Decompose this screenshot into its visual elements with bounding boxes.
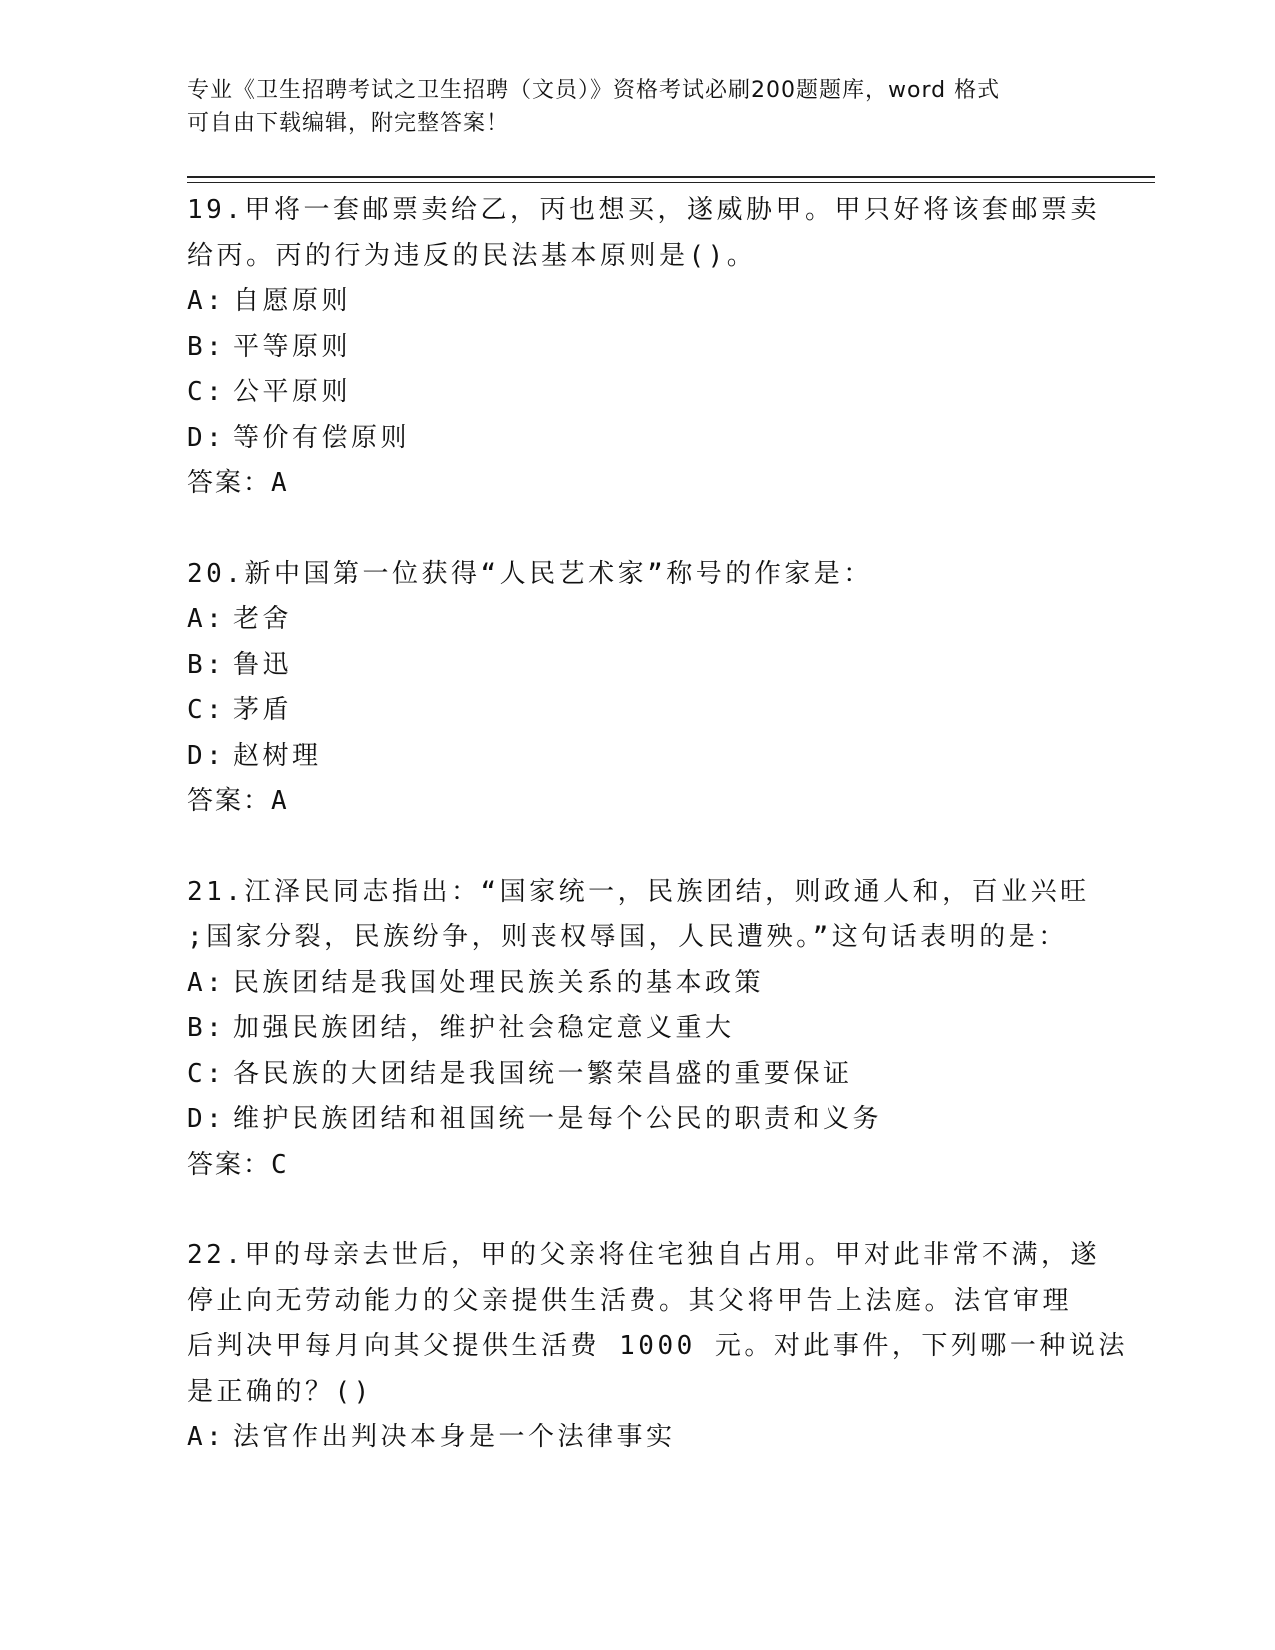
option-key: D: bbox=[187, 422, 226, 453]
option-key: B: bbox=[187, 649, 226, 680]
option-text: 法官作出判决本身是一个法律事实 bbox=[233, 1422, 676, 1452]
question-text-line: 给丙。丙的行为违反的民法基本原则是()。 bbox=[187, 240, 757, 271]
option-d bbox=[187, 1097, 1087, 1143]
option-key: B: bbox=[187, 1013, 226, 1043]
option-text: 等价有偿原则 bbox=[233, 422, 411, 453]
header-line-2: 可自由下载编辑，附完整答案！ bbox=[187, 111, 510, 136]
question-21 bbox=[187, 870, 1090, 1189]
answer-value: C bbox=[271, 1149, 291, 1180]
answer-value: A bbox=[271, 468, 291, 498]
question-text-line: 停止向无劳动能力的父亲提供生活费。其父将甲告上法庭。法官审理 bbox=[187, 1285, 1073, 1316]
option-c bbox=[187, 688, 1087, 734]
option-key: D: bbox=[187, 1104, 226, 1134]
option-text: 维护民族团结和祖国统一是每个公民的职责和义务 bbox=[233, 1104, 883, 1134]
option-a bbox=[187, 961, 1087, 1007]
option-d bbox=[187, 734, 1087, 780]
option-a bbox=[187, 279, 1087, 325]
option-a bbox=[187, 597, 1087, 643]
document-header bbox=[187, 74, 1067, 140]
option-key: C: bbox=[187, 1058, 226, 1089]
option-b bbox=[187, 325, 1087, 371]
option-text: 各民族的大团结是我国统一繁荣昌盛的重要保证 bbox=[233, 1058, 853, 1089]
option-text: 赵树理 bbox=[233, 740, 322, 771]
question-text-line: 后判决甲每月向其父提供生活费 1000 元。对此事件，下列哪一种说法 bbox=[187, 1331, 1128, 1361]
answer-label: 答案： bbox=[187, 786, 272, 816]
option-text: 茅盾 bbox=[233, 695, 293, 725]
question-list bbox=[187, 188, 1128, 1461]
question-text-line: 22.甲的母亲去世后，甲的父亲将住宅独自占用。甲对此非常不满，遂 bbox=[187, 1240, 1100, 1270]
answer-line bbox=[187, 1143, 1087, 1189]
answer-line bbox=[187, 779, 1087, 825]
option-c bbox=[187, 370, 1087, 416]
option-text: 老舍 bbox=[233, 604, 293, 634]
option-key: B: bbox=[187, 331, 226, 362]
option-text: 自愿原则 bbox=[233, 286, 352, 316]
question-22 bbox=[187, 1233, 1128, 1461]
option-key: C: bbox=[187, 695, 226, 725]
question-text-line: 是正确的？() bbox=[187, 1376, 373, 1407]
question-text-line: ;国家分裂，民族纷争，则丧权辱国，人民遭殃。”这句话表明的是： bbox=[187, 922, 1068, 952]
option-text: 加强民族团结，维护社会稳定意义重大 bbox=[233, 1013, 735, 1043]
option-text: 民族团结是我国处理民族关系的基本政策 bbox=[233, 967, 765, 998]
option-key: A: bbox=[187, 967, 226, 998]
question-text-line: 19.甲将一套邮票卖给乙，丙也想买，遂威胁甲。甲只好将该套邮票卖 bbox=[187, 195, 1100, 225]
option-key: A: bbox=[187, 286, 226, 316]
option-key: A: bbox=[187, 604, 226, 634]
header-line-1: 专业《卫生招聘考试之卫生招聘（文员）》资格考试必刷200题题库，word 格式 bbox=[187, 78, 1001, 103]
answer-label: 答案： bbox=[187, 468, 272, 498]
option-b bbox=[187, 643, 1087, 689]
answer-line bbox=[187, 461, 1087, 507]
question-19 bbox=[187, 188, 1100, 507]
answer-value: A bbox=[271, 786, 291, 816]
question-text-line: 21.江泽民同志指出：“国家统一，民族团结，则政通人和，百业兴旺 bbox=[187, 876, 1090, 907]
option-key: C: bbox=[187, 377, 226, 407]
answer-label: 答案： bbox=[187, 1149, 272, 1180]
header-divider-thin bbox=[187, 182, 1155, 183]
option-key: D: bbox=[187, 740, 226, 771]
option-key: A: bbox=[187, 1422, 226, 1452]
option-text: 公平原则 bbox=[233, 377, 352, 407]
option-c bbox=[187, 1052, 1087, 1098]
option-text: 鲁迅 bbox=[233, 649, 293, 680]
option-a bbox=[187, 1415, 1087, 1461]
question-20 bbox=[187, 552, 1087, 825]
header-divider-thick bbox=[187, 176, 1155, 178]
question-text-line: 20.新中国第一位获得“人民艺术家”称号的作家是： bbox=[187, 558, 873, 589]
option-b bbox=[187, 1006, 1087, 1052]
option-text: 平等原则 bbox=[233, 331, 352, 362]
option-d bbox=[187, 416, 1087, 462]
